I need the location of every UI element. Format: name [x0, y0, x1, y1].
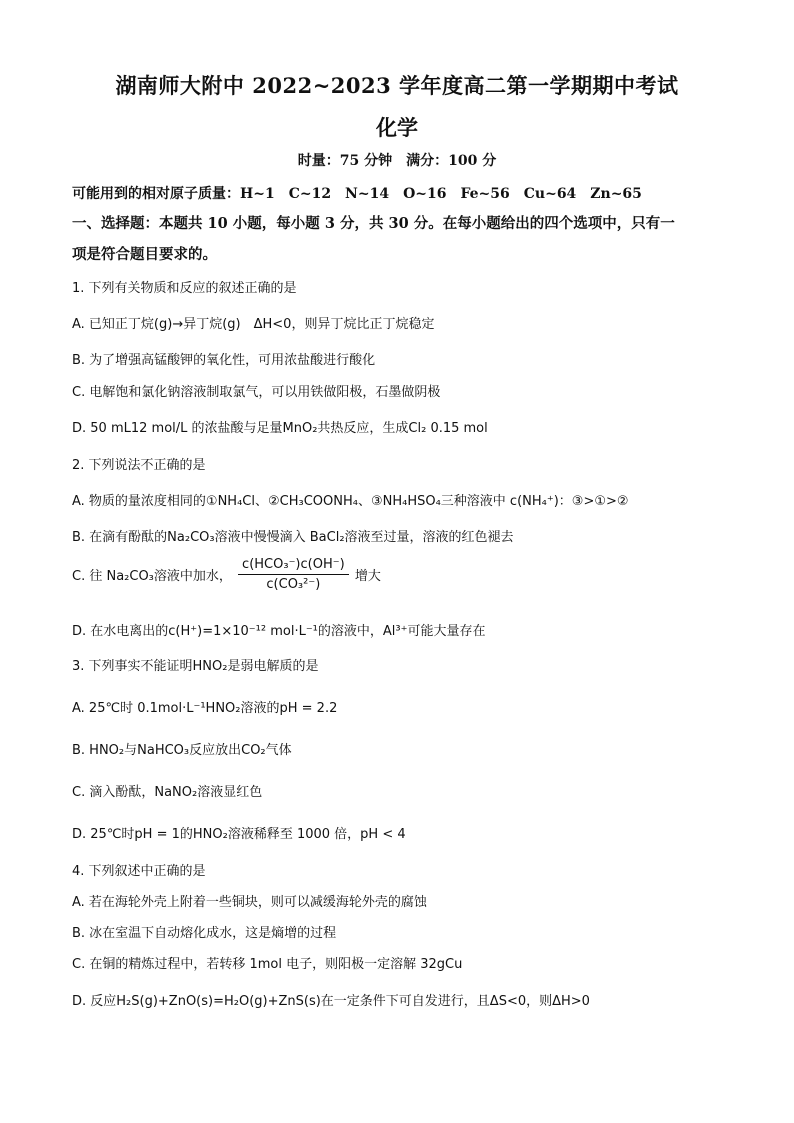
section-heading-line1: 一、选择题：本题共 10 小题，每小题 3 分，共 30 分。在每小题给出的四个选项中，只有一	[72, 215, 675, 232]
question-4-option-b: B. 冰在室温下自动熔化成水，这是熵增的过程	[72, 926, 337, 941]
concentration-fraction	[238, 557, 349, 592]
question-4-option-d: D. 反应H₂S(g)+ZnO(s)=H₂O(g)+ZnS(s)在一定条件下可自发进行，且ΔS<0，则ΔH>0	[72, 994, 590, 1009]
time-info: 时量：75 分钟 满分：100 分	[297, 153, 497, 169]
question-3-option-d: D. 25℃时pH = 1的HNO₂溶液稀释至 1000 倍，pH < 4	[72, 827, 406, 842]
section-heading-line2: 项是符合题目要求的。	[72, 246, 217, 263]
question-1-option-b: B. 为了增强高锰酸钾的氧化性，可用浓盐酸进行酸化	[72, 353, 376, 368]
fraction-suffix: 增大	[354, 569, 381, 584]
question-2-option-b: B. 在滴有酚酞的Na₂CO₃溶液中慢慢滴入 BaCl₂溶液至过量，溶液的红色褪去	[72, 530, 514, 545]
question-3-option-b: B. HNO₂与NaHCO₃反应放出CO₂气体	[72, 743, 292, 758]
question-2-option-a: A. 物质的量浓度相同的①NH₄Cl、②CH₃COONH₄、③NH₄HSO₄三种溶液中 c(NH₄⁺)：③>①>②	[72, 494, 629, 509]
fraction-numerator: c(HCO₃⁻)c(OH⁻)	[238, 557, 349, 575]
question-4-option-a: A. 若在海轮外壳上附着一些铜块，则可以减缓海轮外壳的腐蚀	[72, 895, 427, 910]
question-4-stem: 4. 下列叙述中正确的是	[72, 864, 206, 879]
question-3-stem: 3. 下列事实不能证明HNO₂是弱电解质的是	[72, 659, 319, 674]
fraction-denominator: c(CO₃²⁻)	[266, 577, 321, 592]
question-3-option-a: A. 25℃时 0.1mol·L⁻¹HNO₂溶液的pH = 2.2	[72, 701, 338, 716]
question-1-option-c: C. 电解饱和氯化钠溶液制取氯气，可以用铁做阳极，石墨做阴极	[72, 385, 441, 400]
question-3-option-c: C. 滴入酚酞，NaNO₂溶液显红色	[72, 785, 263, 800]
question-2-option-c-text: C. 往 Na₂CO₃溶液中加水，	[72, 569, 232, 584]
question-4-option-c: C. 在铜的精炼过程中，若转移 1mol 电子，则阳极一定溶解 32gCu	[72, 957, 463, 972]
question-1-stem: 1. 下列有关物质和反应的叙述正确的是	[72, 281, 297, 296]
question-2-option-c	[72, 557, 381, 592]
question-1-option-d: D. 50 mL12 mol/L 的浓盐酸与足量MnO₂共热反应，生成Cl₂ 0.15 mol	[72, 421, 488, 436]
exam-title: 湖南师大附中 2022~2023 学年度高二第一学期期中考试	[115, 73, 679, 98]
question-2-stem: 2. 下列说法不正确的是	[72, 458, 206, 473]
question-1-option-a: A. 已知正丁烷(g)→异丁烷(g) ΔH<0，则异丁烷比正丁烷稳定	[72, 317, 435, 332]
question-2-option-d: D. 在水电离出的c(H⁺)=1×10⁻¹² mol·L⁻¹的溶液中，Al³⁺可能大量存在	[72, 624, 486, 639]
atomic-masses: 可能用到的相对原子质量：H~1 C~12 N~14 O~16 Fe~56 Cu~64 Zn~65	[72, 186, 642, 202]
subject-title: 化学	[376, 115, 418, 140]
